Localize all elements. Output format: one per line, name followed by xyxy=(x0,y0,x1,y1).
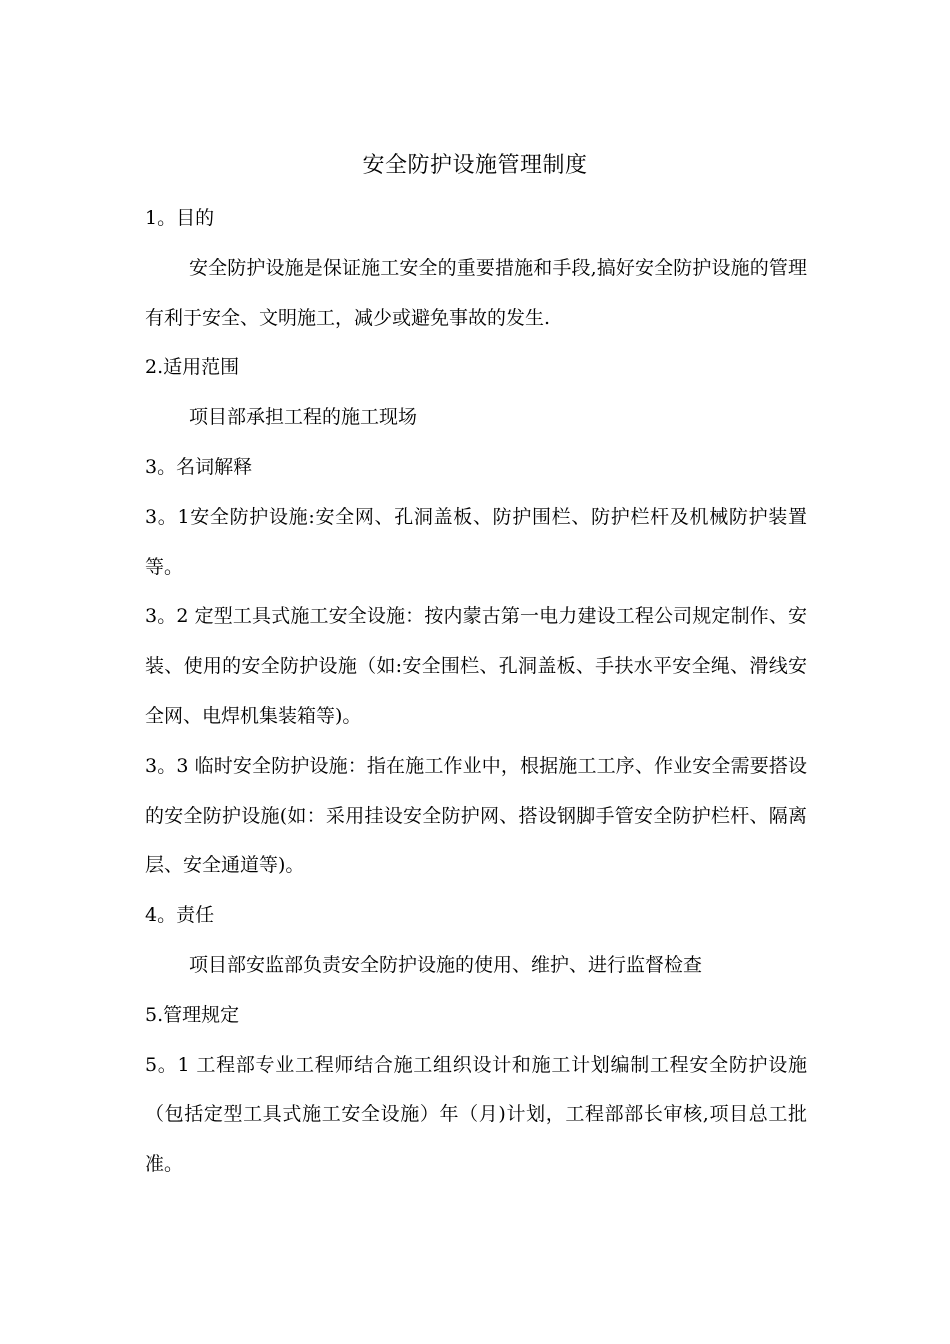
section-heading-definitions: 3。名词解释 xyxy=(145,455,253,478)
rule-5-1: 5。1 工程部专业工程师结合施工组织设计和施工计划编制工程安全防护设施（包括定型工具式施工安全设施）年（月)计划，工程部部长审核,项目总工批准。 xyxy=(145,1053,807,1176)
definition-3-3: 3。3 临时安全防护设施：指在施工作业中，根据施工工序、作业安全需要搭设的安全防护设施(如：采用挂设安全防护网、搭设钢脚手管安全防护栏杆、隔离层、安全通道等)。 xyxy=(145,754,807,877)
document-body xyxy=(145,194,807,1190)
document-title: 安全防护设施管理制度 xyxy=(362,153,588,178)
section-heading-purpose: 1。目的 xyxy=(145,207,215,229)
section-heading-responsibility: 4。责任 xyxy=(145,904,215,927)
paragraph-responsibility: 项目部安监部负责安全防护设施的使用、维护、进行监督检查 xyxy=(189,953,703,976)
section-heading-management-rules: 5.管理规定 xyxy=(145,1003,240,1026)
definition-3-2: 3。2 定型工具式施工安全设施：按内蒙古第一电力建设工程公司规定制作、安装、使用的安全防护设施（如:安全围栏、孔洞盖板、手扶水平安全绳、滑线安全网、电焊机集装箱等)。 xyxy=(145,605,807,727)
definition-3-1: 3。1安全防护设施:安全网、孔洞盖板、防护围栏、防护栏杆及机械防护装置等。 xyxy=(145,505,807,578)
paragraph-purpose: 安全防护设施是保证施工安全的重要措施和手段,搞好安全防护设施的管理有利于安全、文明施工，减少或避免事故的发生. xyxy=(145,256,807,329)
paragraph-scope: 项目部承担工程的施工现场 xyxy=(189,406,418,429)
section-heading-scope: 2.适用范围 xyxy=(145,356,240,379)
